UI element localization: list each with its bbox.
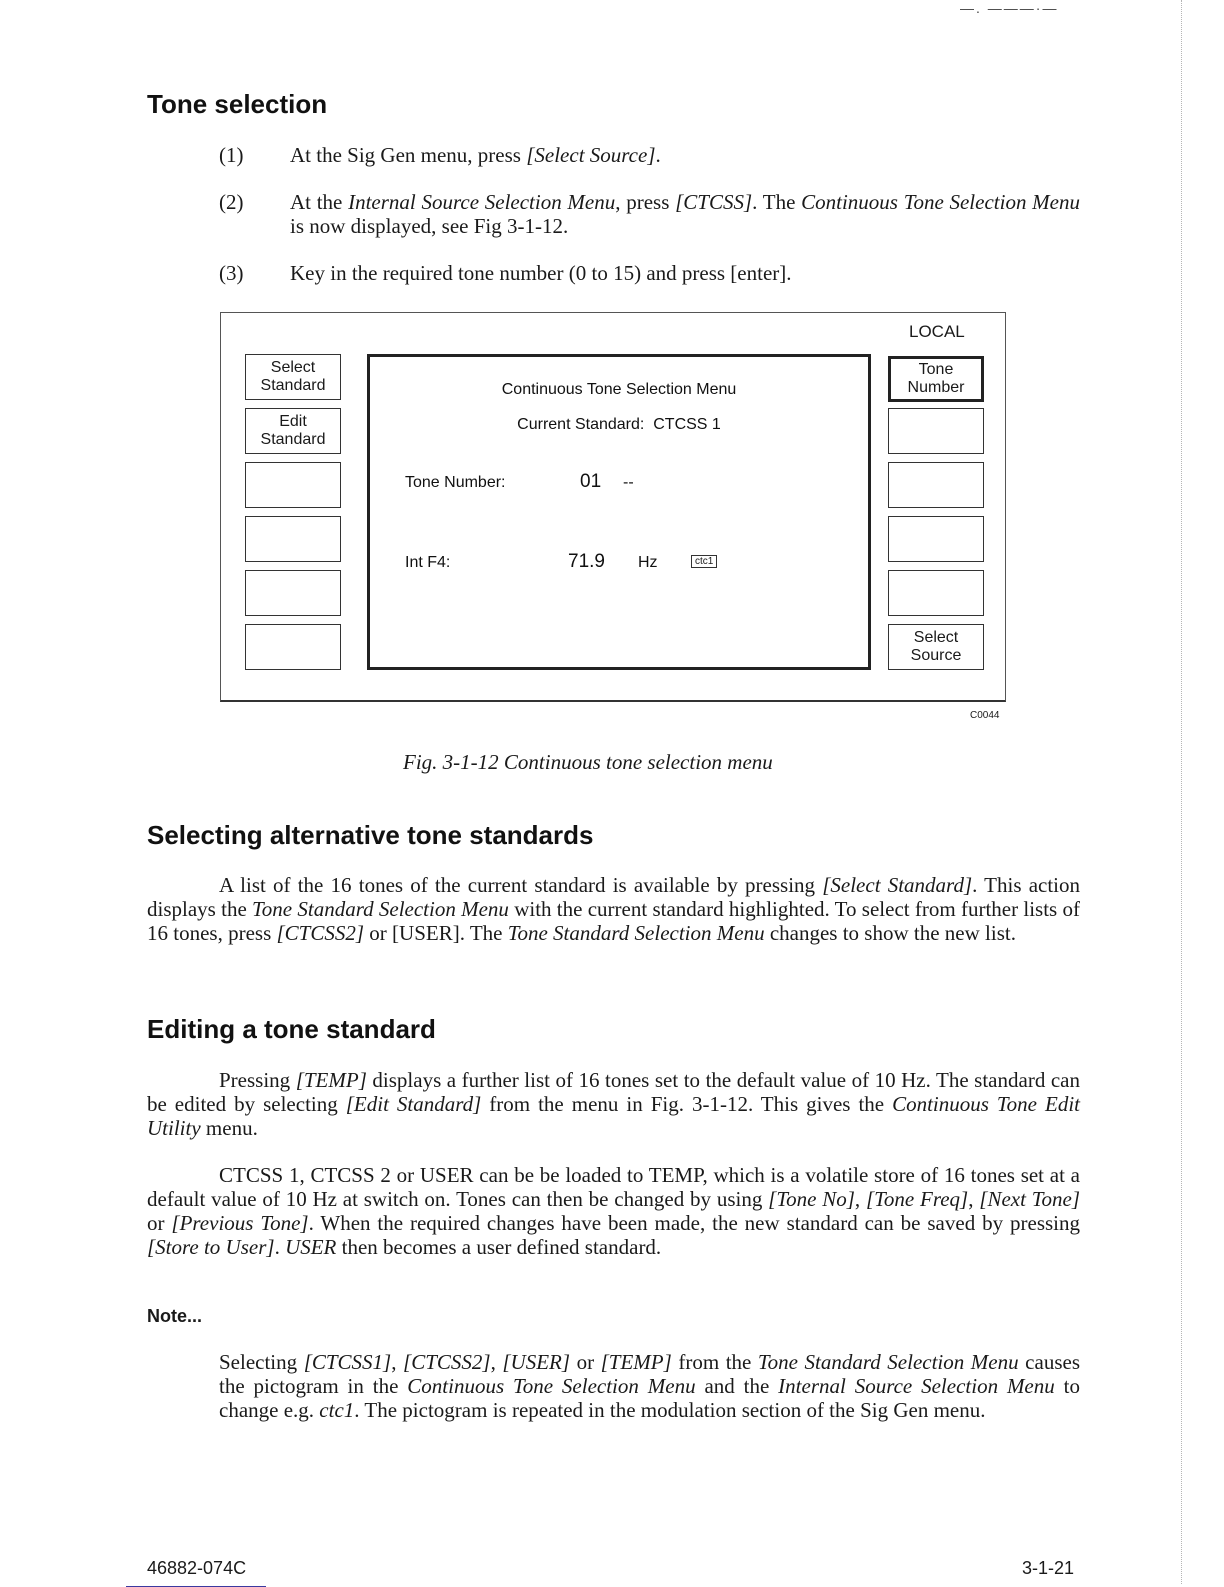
softkey-select-source[interactable]: Select Source [888,624,984,670]
local-status: LOCAL [909,322,965,341]
tone-number-suffix: -- [623,474,634,491]
heading-tone-selection: Tone selection [147,89,328,119]
heading-editing-standard: Editing a tone standard [147,1014,436,1044]
int-f4-unit: Hz [638,554,658,571]
softkey-left-blank[interactable] [245,624,341,670]
figure-caption: Fig. 3-1-12 Continuous tone selection menu [403,750,773,774]
paragraph: CTCSS 1, CTCSS 2 or USER can be be loaded to TEMP, which is a volatile store of 16 tones set at a default value of 10 Hz at switch on. Tones can then be changed by using [Tone No], [Tone Freq], [Next Tone] or [Previous Tone]. When the required changes have been made, the new standard can be saved by pressing [Store to User]. USER then becomes a user defined standard. [147,1163,1081,1259]
softkey-right-blank[interactable] [888,570,984,616]
step-number: (1) [219,143,244,167]
step-text: Key in the required tone number (0 to 15) and press [enter]. [290,261,792,285]
screen-title: Continuous Tone Selection Menu [501,381,737,398]
int-f4-value: 71.9 [568,551,605,572]
softkey-left-blank[interactable] [245,462,341,508]
document-number: 46882-074C [147,1558,247,1578]
paragraph: Pressing [TEMP] displays a further list of 16 tones set to the default value of 10 Hz. The standard can be edited by selecting [Edit Standard] from the menu in Fig. 3-1-12. This gives the Continuous Tone Edit Utility menu. [147,1068,1080,1140]
paragraph: A list of the 16 tones of the current standard is available by pressing [Select Standard]. This action displays the Tone Standard Selection Menu with the current standard highlighted. To select from further lists of 16 tones, press [CTCSS2] or [USER]. The Tone Standard Selection Menu changes to show the new list. [147,873,1081,945]
softkey-left-blank[interactable] [245,570,341,616]
current-standard: Current Standard: CTCSS 1 [517,416,721,433]
note-paragraph: Selecting [CTCSS1], [CTCSS2], [USER] or [TEMP] from the Tone Standard Selection Menu causes the pictogram in the Continuous Tone Selection Menu and the Internal Source Selection Menu to change e.g. ctc1. The pictogram is repeated in the modulation section of the Sig Gen menu. [219,1350,1080,1422]
tone-number-value: 01 [580,471,602,492]
display-screen [367,354,871,670]
figure-code: C0044 [970,710,1000,721]
page-number: 3-1-21 [1022,1558,1075,1578]
softkey-right-blank[interactable] [888,408,984,454]
margin-dotted-rule [1181,0,1182,1584]
step-text: At the Sig Gen menu, press [Select Source]. [290,143,661,167]
tone-number-label: Tone Number: [405,474,506,491]
softkey-edit-standard[interactable]: Edit Standard [245,408,341,454]
running-header: —. ———·— [960,0,1059,16]
step-number: (3) [219,261,244,285]
ctc-pictogram-icon: ctc1 [691,555,717,568]
softkey-tone-number[interactable]: Tone Number [888,356,984,402]
note-label: Note... [147,1306,203,1326]
step-text: At the Internal Source Selection Menu, press [CTCSS]. The Continuous Tone Selection Menu is now displayed, see Fig 3-1-12. [290,190,1080,238]
heading-alternative-standards: Selecting alternative tone standards [147,820,594,850]
int-f4-label: Int F4: [405,554,451,571]
step-number: (2) [219,190,244,214]
softkey-right-blank[interactable] [888,516,984,562]
softkey-left-blank[interactable] [245,516,341,562]
softkey-select-standard[interactable]: Select Standard [245,354,341,400]
softkey-right-blank[interactable] [888,462,984,508]
